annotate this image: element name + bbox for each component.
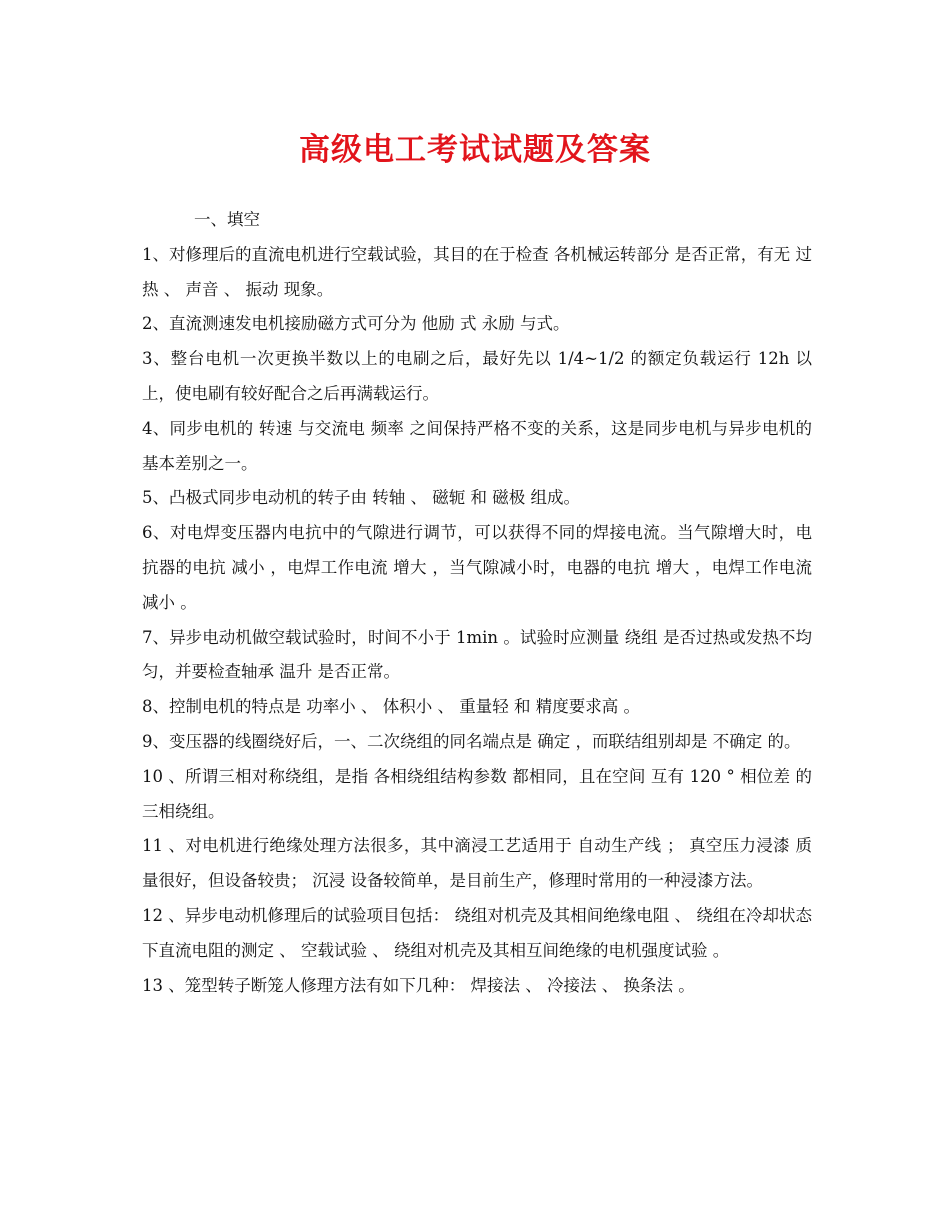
document-body [142,203,812,1003]
question-item-2: 2、直流测速发电机接励磁方式可分为 他励 式 永励 与式。 [142,314,570,334]
question-item-12: 12 、异步电动机修理后的试验项目包括： 绕组对机壳及其相间绝缘电阻 、 绕组在冷却状态下直流电阻的测定 、 空载试验 、 绕组对机壳及其相互间绝缘的电机强度试验 。 [142,905,812,960]
question-item-8: 8、控制电机的特点是 功率小 、 体积小 、 重量轻 和 精度要求高 。 [142,697,640,717]
section-heading: 一、填空 [194,210,260,229]
question-item-9: 9、变压器的线圈绕好后，一、二次绕组的同名端点是 确定 ，而联结组别却是 不确定 的。 [142,731,801,751]
page-title: 高级电工考试试题及答案 [299,132,651,168]
question-item-1: 1、对修理后的直流电机进行空载试验，其目的在于检查 各机械运转部分 是否正常，有无 过热 、 声音 、 振动 现象。 [142,244,812,299]
question-item-10: 10 、所谓三相对称绕组，是指 各相绕组结构参数 都相同，且在空间 互有 120 ° 相位差 的三相绕组。 [142,766,812,821]
question-item-6: 6、对电焊变压器内电抗中的气隙进行调节，可以获得不同的焊接电流。当气隙增大时，电抗器的电抗 减小 ，电焊工作电流 增大 ，当气隙减小时，电器的电抗 增大 ，电焊工作电流 减小 。 [142,523,812,612]
question-item-13: 13 、笼型转子断笼人修理方法有如下几种： 焊接法 、 冷接法 、 换条法 。 [142,975,695,995]
question-item-7: 7、异步电动机做空载试验时，时间不小于 1min 。试验时应测量 绕组 是否过热或发热不均匀，并要检查轴承 温升 是否正常。 [142,627,812,682]
question-item-4: 4、同步电机的 转速 与交流电 频率 之间保持严格不变的关系，这是同步电机与异步电机的基本差别之一。 [142,418,812,473]
question-item-11: 11 、对电机进行绝缘处理方法很多，其中滴浸工艺适用于 自动生产线 ； 真空压力浸漆 质量很好，但设备较贵； 沉浸 设备较简单，是目前生产，修理时常用的一种浸漆方法。 [142,836,812,891]
question-item-3: 3、整台电机一次更换半数以上的电刷之后，最好先以 1/4~1/2 的额定负载运行 12h 以上，使电刷有较好配合之后再满载运行。 [142,349,812,403]
question-item-5: 5、凸极式同步电动机的转子由 转轴 、 磁轭 和 磁极 组成。 [142,488,580,508]
